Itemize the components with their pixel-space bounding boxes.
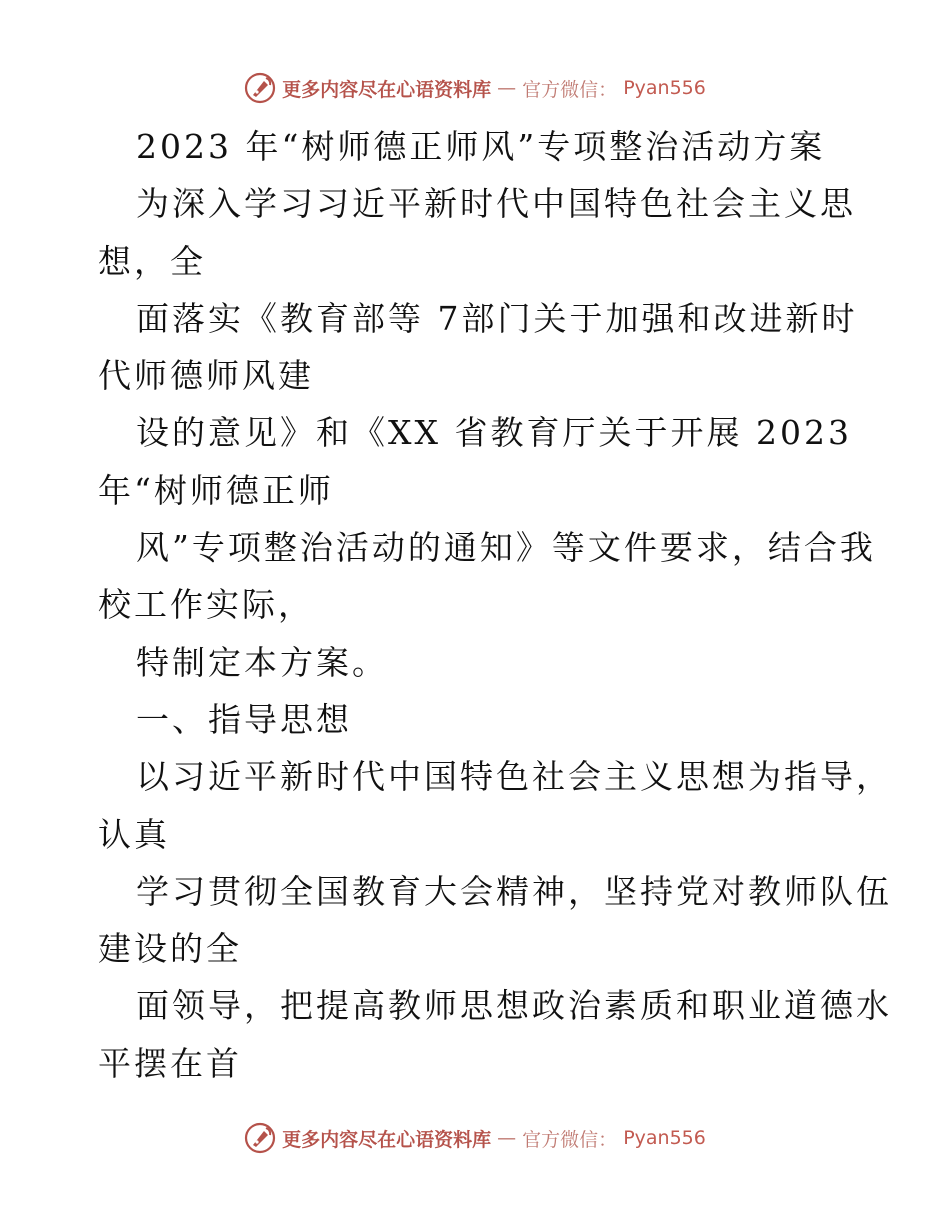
watermark-separator: — — [497, 1127, 517, 1149]
header-watermark — [0, 72, 950, 104]
body-line: 风”专项整治活动的通知》等文件要求，结合我 — [136, 528, 876, 568]
body-line: 想，全 — [98, 241, 206, 281]
body-line: 年“树师德正师 — [98, 470, 334, 510]
watermark-wechat-id: Pyan556 — [623, 1127, 706, 1149]
body-line: 平摆在首 — [98, 1043, 242, 1083]
document-title: 2023 年“树师德正师风”专项整治活动方案 — [136, 127, 826, 166]
body-line: 设的意见》和《XX 省教育厅关于开展 2023 — [136, 413, 852, 453]
watermark-main-text: 更多内容尽在心语资料库 — [282, 1128, 492, 1151]
body-line: 校工作实际， — [98, 585, 314, 625]
body-line: 建设的全 — [98, 929, 242, 969]
body-line: 为深入学习习近平新时代中国特色社会主义思 — [136, 184, 856, 224]
body-line: 特制定本方案。 — [136, 642, 388, 682]
body-line: 认真 — [98, 814, 170, 854]
section-heading: 一、指导思想 — [136, 699, 352, 739]
footer-watermark — [0, 1122, 950, 1154]
document-body — [98, 118, 892, 1092]
body-line: 面落实《教育部等 7部门关于加强和改进新时 — [136, 298, 858, 338]
body-line: 以习近平新时代中国特色社会主义思想为指导， — [136, 757, 892, 797]
watermark-sub-text: 官方微信： — [522, 1128, 618, 1151]
watermark-main-text: 更多内容尽在心语资料库 — [282, 78, 492, 101]
watermark-wechat-id: Pyan556 — [623, 77, 706, 99]
body-line: 学习贯彻全国教育大会精神，坚持党对教师队伍 — [136, 871, 892, 911]
body-line: 面领导，把提高教师思想政治素质和职业道德水 — [136, 986, 892, 1026]
watermark-sub-text: 官方微信： — [522, 78, 618, 101]
pen-nib-seal-icon — [244, 1122, 276, 1154]
watermark-separator: — — [497, 77, 517, 99]
pen-nib-seal-icon — [244, 72, 276, 104]
body-line: 代师德师风建 — [98, 356, 314, 396]
